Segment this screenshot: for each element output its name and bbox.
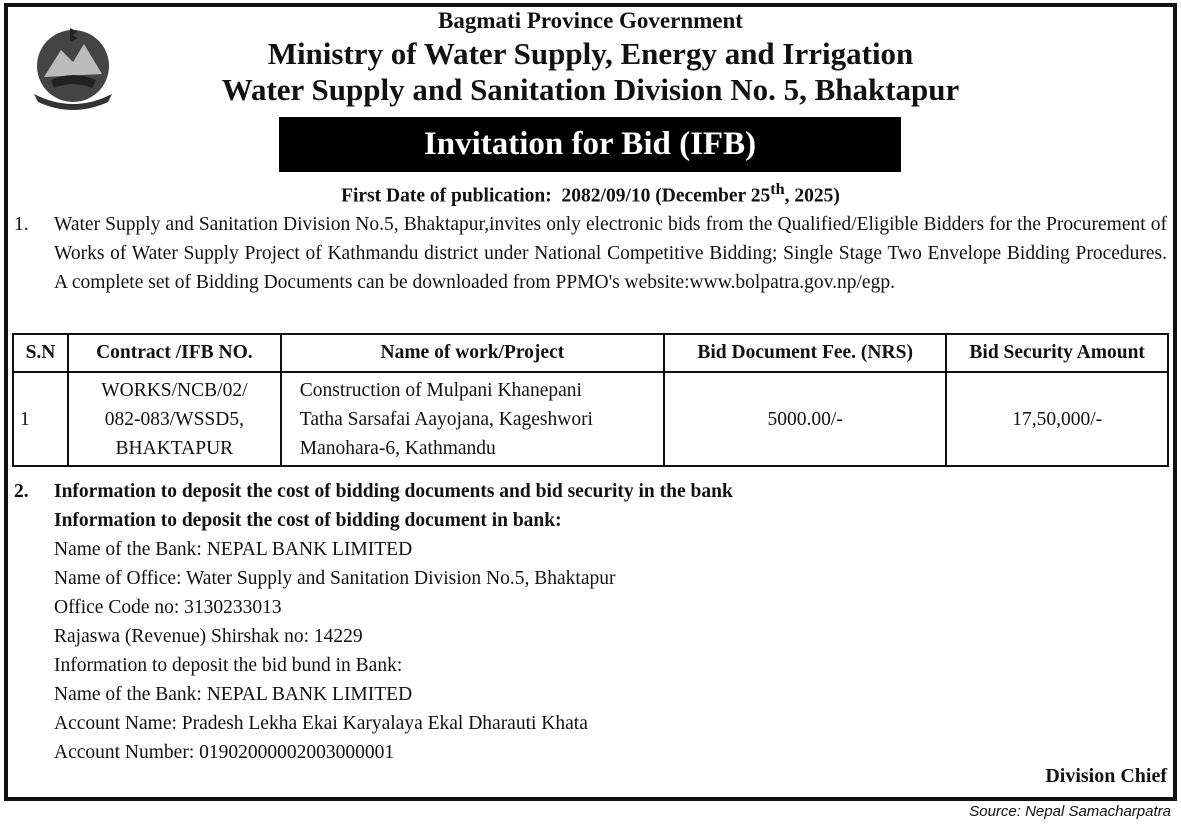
publication-label: First Date of publication: <box>341 185 552 207</box>
source-credit: Source: Nepal Samacharpatra <box>969 803 1171 820</box>
header-work: Name of work/Project <box>281 334 664 372</box>
header-sn: S.N <box>13 334 68 372</box>
section1-text: Water Supply and Sanitation Division No.5, Bhaktapur,invites only electronic bids from the Qualified/Eligible Bidders for the Procurement of Works of Water Supply Project of Kathmandu district under National Competitive Bidding; Single Stage Two Envelope Bidding Procedures. A complete set of Bidding Documents can be downloaded from PPMO's website:www.bolpatra.gov.np/egp. <box>54 214 1167 293</box>
section2-heading: Information to deposit the cost of bidding documents and bid security in the bank <box>54 481 733 502</box>
bank-info-line: Rajaswa (Revenue) Shirshak no: 14229 <box>54 626 363 647</box>
section2 <box>54 477 733 767</box>
publication-date <box>0 180 1181 208</box>
section2-subheading: Information to deposit the cost of bidding document in bank: <box>54 510 562 531</box>
work-line: Manohara-6, Kathmandu <box>299 437 496 459</box>
bank-info-line: Name of the Bank: NEPAL BANK LIMITED <box>54 684 413 705</box>
contract-line: 082-083/WSSD5, <box>104 408 244 430</box>
province-name: Bagmati Province Government <box>438 8 743 33</box>
work-line: Construction of Mulpani Khanepani <box>299 379 582 401</box>
bank-info-line: Name of Office: Water Supply and Sanitation Division No.5, Bhaktapur <box>54 568 616 589</box>
contract-line: WORKS/NCB/02/ <box>101 379 248 401</box>
bank-info-line: Office Code no: 3130233013 <box>54 597 282 618</box>
bid-table <box>12 333 1169 467</box>
cell-work <box>281 372 664 466</box>
date-suffix: th <box>770 180 785 198</box>
contract-line: BHAKTAPUR <box>115 437 234 459</box>
section2-number: 2. <box>14 481 29 502</box>
header-fee: Bid Document Fee. (NRS) <box>664 334 946 372</box>
cell-contract <box>68 372 281 466</box>
header-contract: Contract /IFB NO. <box>68 334 281 372</box>
ministry-name: Ministry of Water Supply, Energy and Irrigation <box>267 36 914 71</box>
cell-security: 17,50,000/- <box>946 372 1168 466</box>
cell-fee: 5000.00/- <box>664 372 946 466</box>
bank-info-line: Account Number: 01902000002003000001 <box>54 742 395 763</box>
bank-info-line: Name of the Bank: NEPAL BANK LIMITED <box>54 539 413 560</box>
work-line: Tatha Sarsafai Aayojana, Kageshwori <box>299 408 593 430</box>
bank-info-line: Account Name: Pradesh Lekha Ekai Karyalaya Ekal Dharauti Khata <box>54 713 588 734</box>
publication-year: , 2025) <box>784 185 840 207</box>
signature-title: Division Chief <box>1045 765 1167 787</box>
division-name: Water Supply and Sanitation Division No. 5, Bhaktapur <box>221 72 960 107</box>
cell-sn: 1 <box>13 372 68 466</box>
table-row <box>13 372 1168 466</box>
table-header-row <box>13 334 1168 372</box>
bank-info-line: Information to deposit the bid bund in Bank: <box>54 655 403 676</box>
section1-number: 1. <box>14 214 29 235</box>
notice-title: Invitation for Bid (IFB) <box>279 117 901 172</box>
header-security: Bid Security Amount <box>946 334 1168 372</box>
publication-date-value: 2082/09/10 (December 25 <box>561 185 771 207</box>
